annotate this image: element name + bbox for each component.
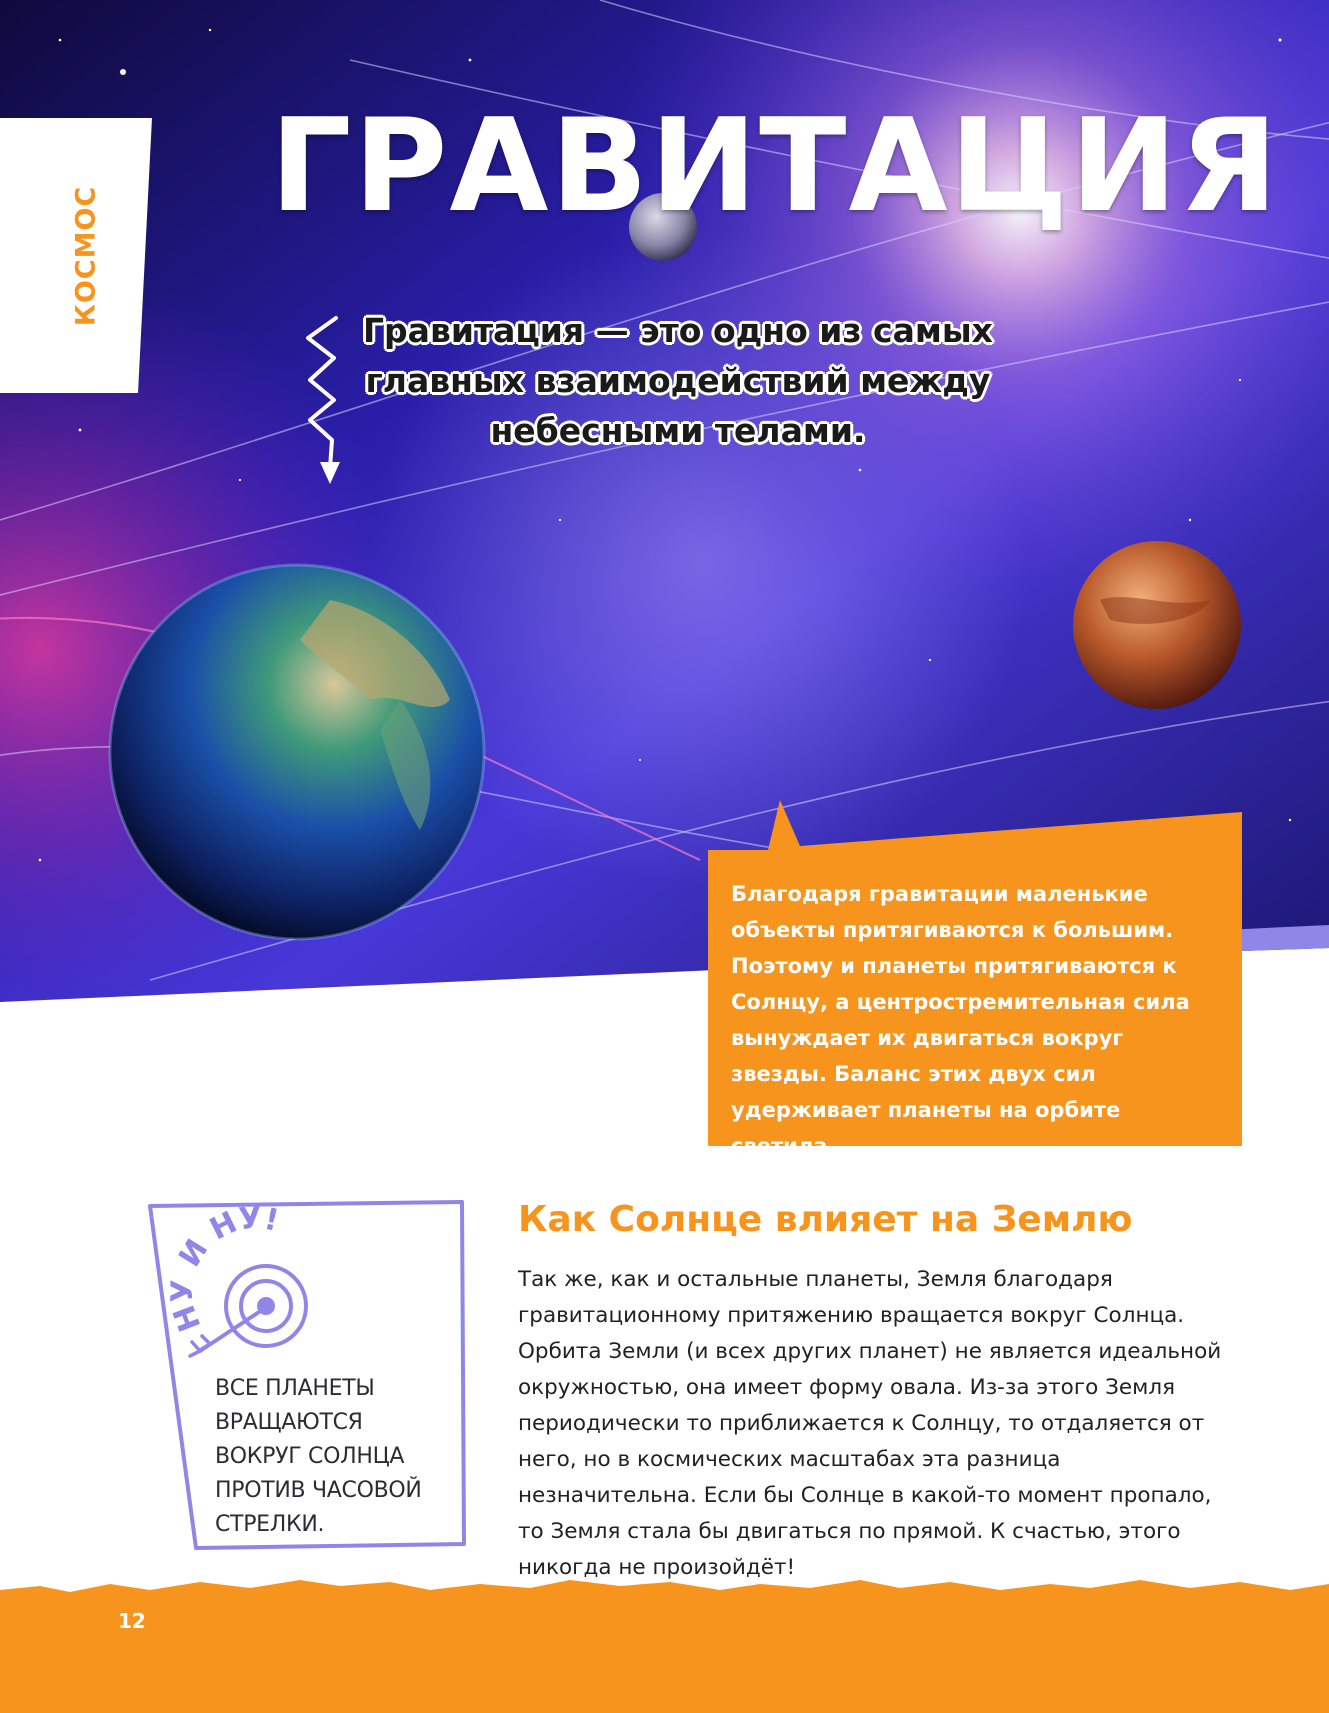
section-heading: Как Солнце влияет на Землю xyxy=(518,1199,1133,1240)
footer-band xyxy=(0,1570,1329,1713)
page-number: 12 xyxy=(118,1609,146,1633)
section-body: Так же, как и остальные планеты, Земля благодаря гравитационному притяжению вращается вокруг Солнца. Орбита Земли (и всех других планет) не является идеальной окружностью, она имеет форму овала. Из-за этого Земля периодически то приближается к Солнцу, то отдаляется от него, но в космических масштабах эта разница незначительна. Если бы Солнце в какой-то момент пропало, то Земля стала бы двигаться по прямой. К счастью, этого никогда не произойдёт! xyxy=(518,1267,1222,1580)
page-title: ГРАВИТАЦИЯ xyxy=(270,92,1280,241)
badge-label: НУ И НУ! xyxy=(165,1200,282,1337)
intro-text: Гравитация — это одно из самых главных взаимодействий между небесными телами. xyxy=(363,311,993,450)
fact-text: ВСЕ ПЛАНЕТЫ ВРАЩАЮТСЯ ВОКРУГ СОЛНЦА ПРОТИВ ЧАСОВОЙ СТРЕЛКИ. xyxy=(215,1376,422,1537)
earth xyxy=(110,565,484,939)
section-tab-label: КОСМОС xyxy=(70,185,102,327)
callout-text: Благодаря гравитации маленькие объекты притягиваются к большим. Поэтому и планеты притягиваются к Солнцу, а центростремительная сила вынуждает их двигаться вокруг звезды. Баланс этих двух сил удерживает планеты на орбите светила. xyxy=(731,882,1190,1158)
mars xyxy=(1073,541,1241,709)
